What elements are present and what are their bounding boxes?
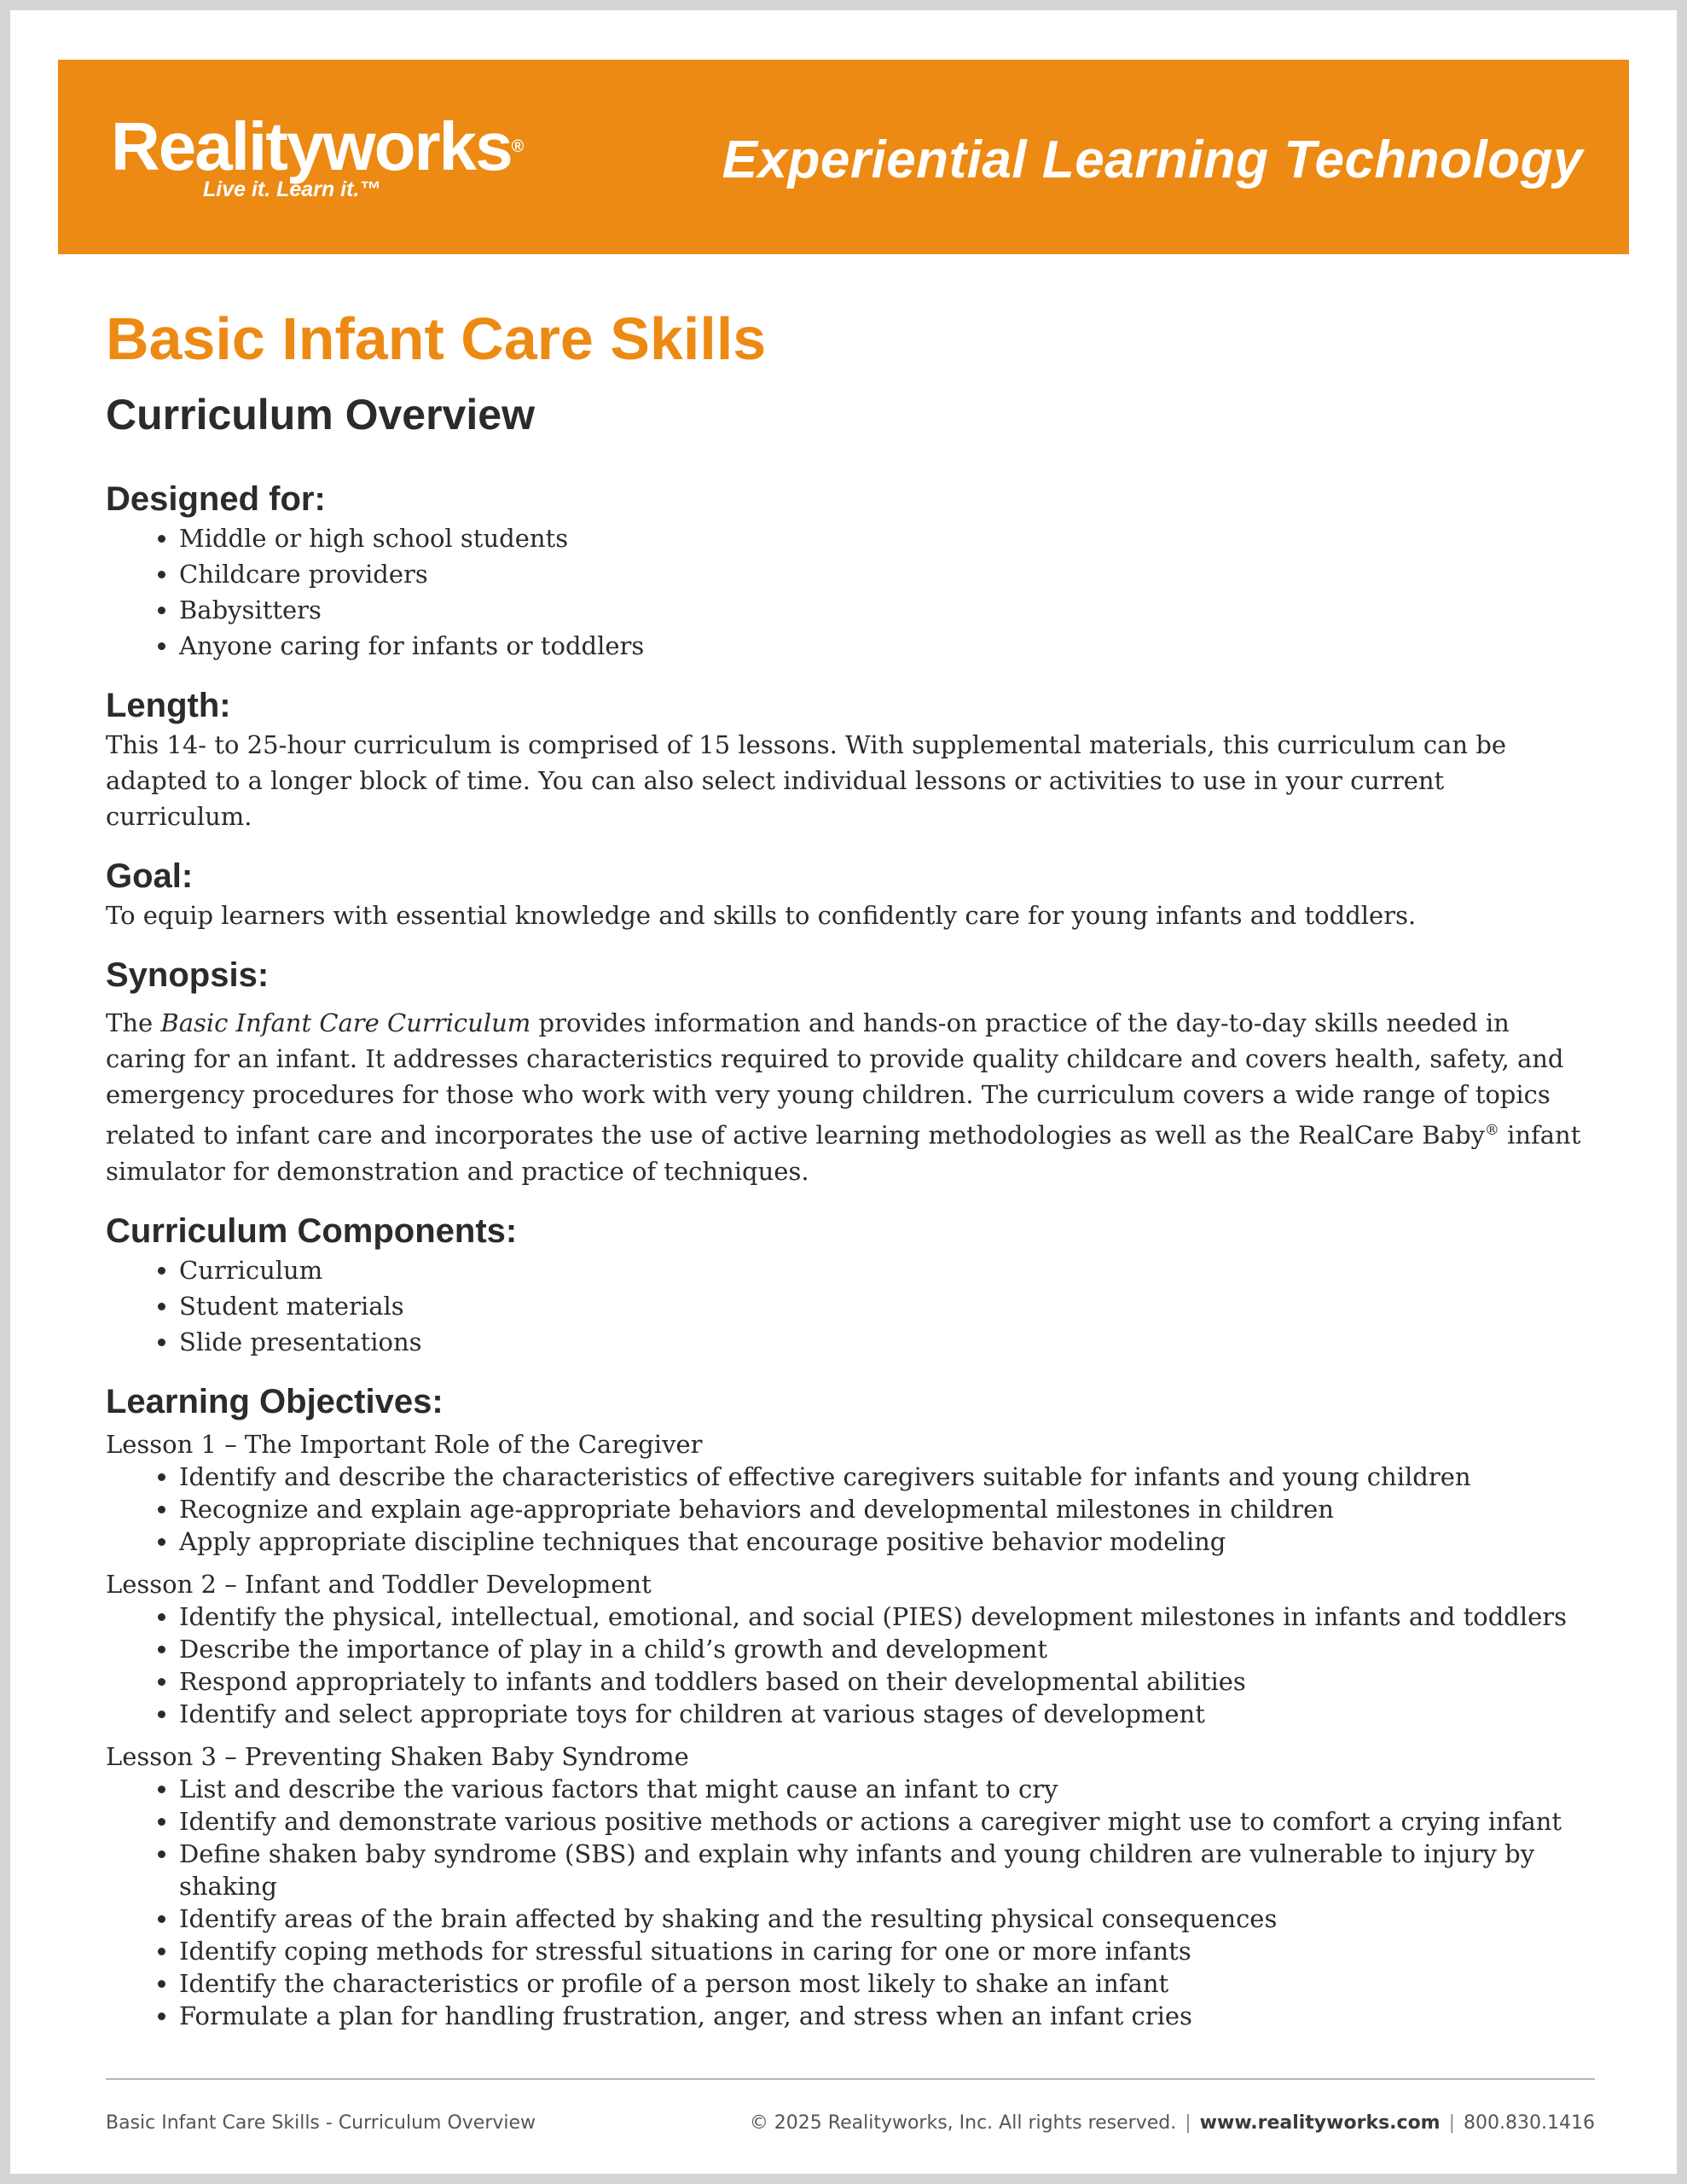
synopsis-heading: Synopsis:: [106, 956, 270, 994]
footer-separator: |: [1185, 2112, 1191, 2134]
logo-tagline: Live it. Learn it.™: [203, 177, 381, 201]
lesson-1-objectives: [106, 1461, 1590, 1558]
synopsis-body: provides information and hands-on practice of the day-to-day skills needed in caring for an infant. It addresses characteristics required to provide quality childcare and covers health, safety, and emergency procedures for those who work with very young children. The curriculum covers a wide range of topics related to infant care and incorporates the use of active learning methodologies as well as the RealCare Baby: [106, 1008, 1564, 1150]
footer-divider: [106, 2078, 1595, 2080]
list-item: • Anyone caring for infants or toddlers: [179, 628, 1590, 664]
list-item: • Define shaken baby syndrome (SBS) and explain why infants and young children are vulnerable to injury by shaking: [179, 1838, 1590, 1902]
designed-for-heading: Designed for:: [106, 480, 326, 518]
footer-info: [750, 2112, 1595, 2134]
logo-wordmark: Realityworks: [111, 108, 512, 184]
goal-section: [106, 855, 1590, 933]
list-item: • Formulate a plan for handling frustration, anger, and stress when an infant cries: [179, 2000, 1590, 2032]
components-section: [106, 1210, 1590, 1360]
footer-copyright: © 2025 Realityworks, Inc. All rights reserved.: [749, 2112, 1177, 2134]
list-item: • Identify and demonstrate various positive methods or actions a caregiver might use to comfort a crying infant: [179, 1805, 1590, 1838]
synopsis-emphasis: Basic Infant Care Curriculum: [160, 1008, 531, 1037]
designed-for-list: [106, 520, 1590, 664]
document-subtitle: Curriculum Overview: [106, 391, 535, 439]
logo-registered-mark: ®: [511, 137, 523, 156]
list-item: • List and describe the various factors that might cause an infant to cry: [179, 1773, 1590, 1805]
lesson-1-title: Lesson 1 – The Important Role of the Caregiver: [106, 1429, 703, 1459]
synopsis-body-end: infant simulator for demonstration and practice of techniques.: [106, 1120, 1581, 1186]
list-item: • Identify and describe the characteristics of effective caregivers suitable for infants and young children: [179, 1461, 1590, 1493]
list-item: • Identify the physical, intellectual, emotional, and social (PIES) development milestones in infants and toddlers: [179, 1600, 1590, 1633]
list-item: • Respond appropriately to infants and toddlers based on their developmental abilities: [179, 1665, 1590, 1698]
list-item: • Recognize and explain age-appropriate behaviors and developmental milestones in children: [179, 1493, 1590, 1525]
header-banner: [58, 60, 1629, 254]
registered-mark: ®: [1484, 1122, 1499, 1139]
footer-document-name: Basic Infant Care Skills - Curriculum Overview: [106, 2112, 536, 2134]
lesson-3-title: Lesson 3 – Preventing Shaken Baby Syndrome: [106, 1741, 689, 1771]
document-body: [106, 302, 1590, 2032]
list-item: • Identify areas of the brain affected by shaking and the resulting physical consequences: [179, 1902, 1590, 1935]
objectives-heading: Learning Objectives:: [106, 1382, 443, 1420]
list-item: • Babysitters: [179, 592, 1590, 628]
length-heading: Length:: [106, 687, 231, 724]
page: [10, 10, 1677, 2174]
list-item: • Curriculum: [179, 1252, 1590, 1288]
length-text: This 14- to 25-hour curriculum is comprised of 15 lessons. With supplemental materials, this curriculum can be adapted to a longer block of time. You can also select individual lessons or activities to use in your current curriculum.: [106, 730, 1507, 831]
goal-heading: Goal:: [106, 857, 194, 895]
banner-tagline: Experiential Learning Technology: [722, 131, 1583, 189]
list-item: • Apply appropriate discipline techniques that encourage positive behavior modeling: [179, 1525, 1590, 1558]
synopsis-text: [106, 1005, 1590, 1189]
synopsis-lead: The: [106, 1008, 161, 1037]
components-heading: Curriculum Components:: [106, 1211, 518, 1250]
lesson-2-objectives: [106, 1600, 1590, 1730]
list-item: • Student materials: [179, 1288, 1590, 1324]
objectives-section: [106, 1380, 1590, 2032]
components-list: [106, 1252, 1590, 1360]
list-item: • Slide presentations: [179, 1324, 1590, 1360]
designed-for-section: [106, 478, 1590, 664]
lesson-3-objectives: [106, 1773, 1590, 2032]
document-title: Basic Infant Care Skills: [106, 305, 767, 372]
list-item: • Childcare providers: [179, 556, 1590, 592]
footer-separator: |: [1448, 2112, 1456, 2134]
list-item: • Identify the characteristics or profile of a person most likely to shake an infant: [179, 1967, 1590, 2000]
goal-text: To equip learners with essential knowledge and skills to confidently care for young infants and toddlers.: [106, 901, 1417, 930]
list-item: • Middle or high school students: [179, 520, 1590, 556]
list-item: • Identify and select appropriate toys for children at various stages of development: [179, 1698, 1590, 1730]
list-item: • Describe the importance of play in a child’s growth and development: [179, 1633, 1590, 1665]
list-item: • Identify coping methods for stressful situations in caring for one or more infants: [179, 1935, 1590, 1967]
realityworks-logo[interactable]: [111, 108, 523, 202]
footer-phone: 800.830.1416: [1464, 2112, 1595, 2134]
length-section: [106, 684, 1590, 834]
footer-website-link[interactable]: www.realityworks.com: [1199, 2112, 1441, 2134]
synopsis-section: [106, 954, 1590, 1189]
lesson-2-title: Lesson 2 – Infant and Toddler Development: [106, 1569, 652, 1599]
